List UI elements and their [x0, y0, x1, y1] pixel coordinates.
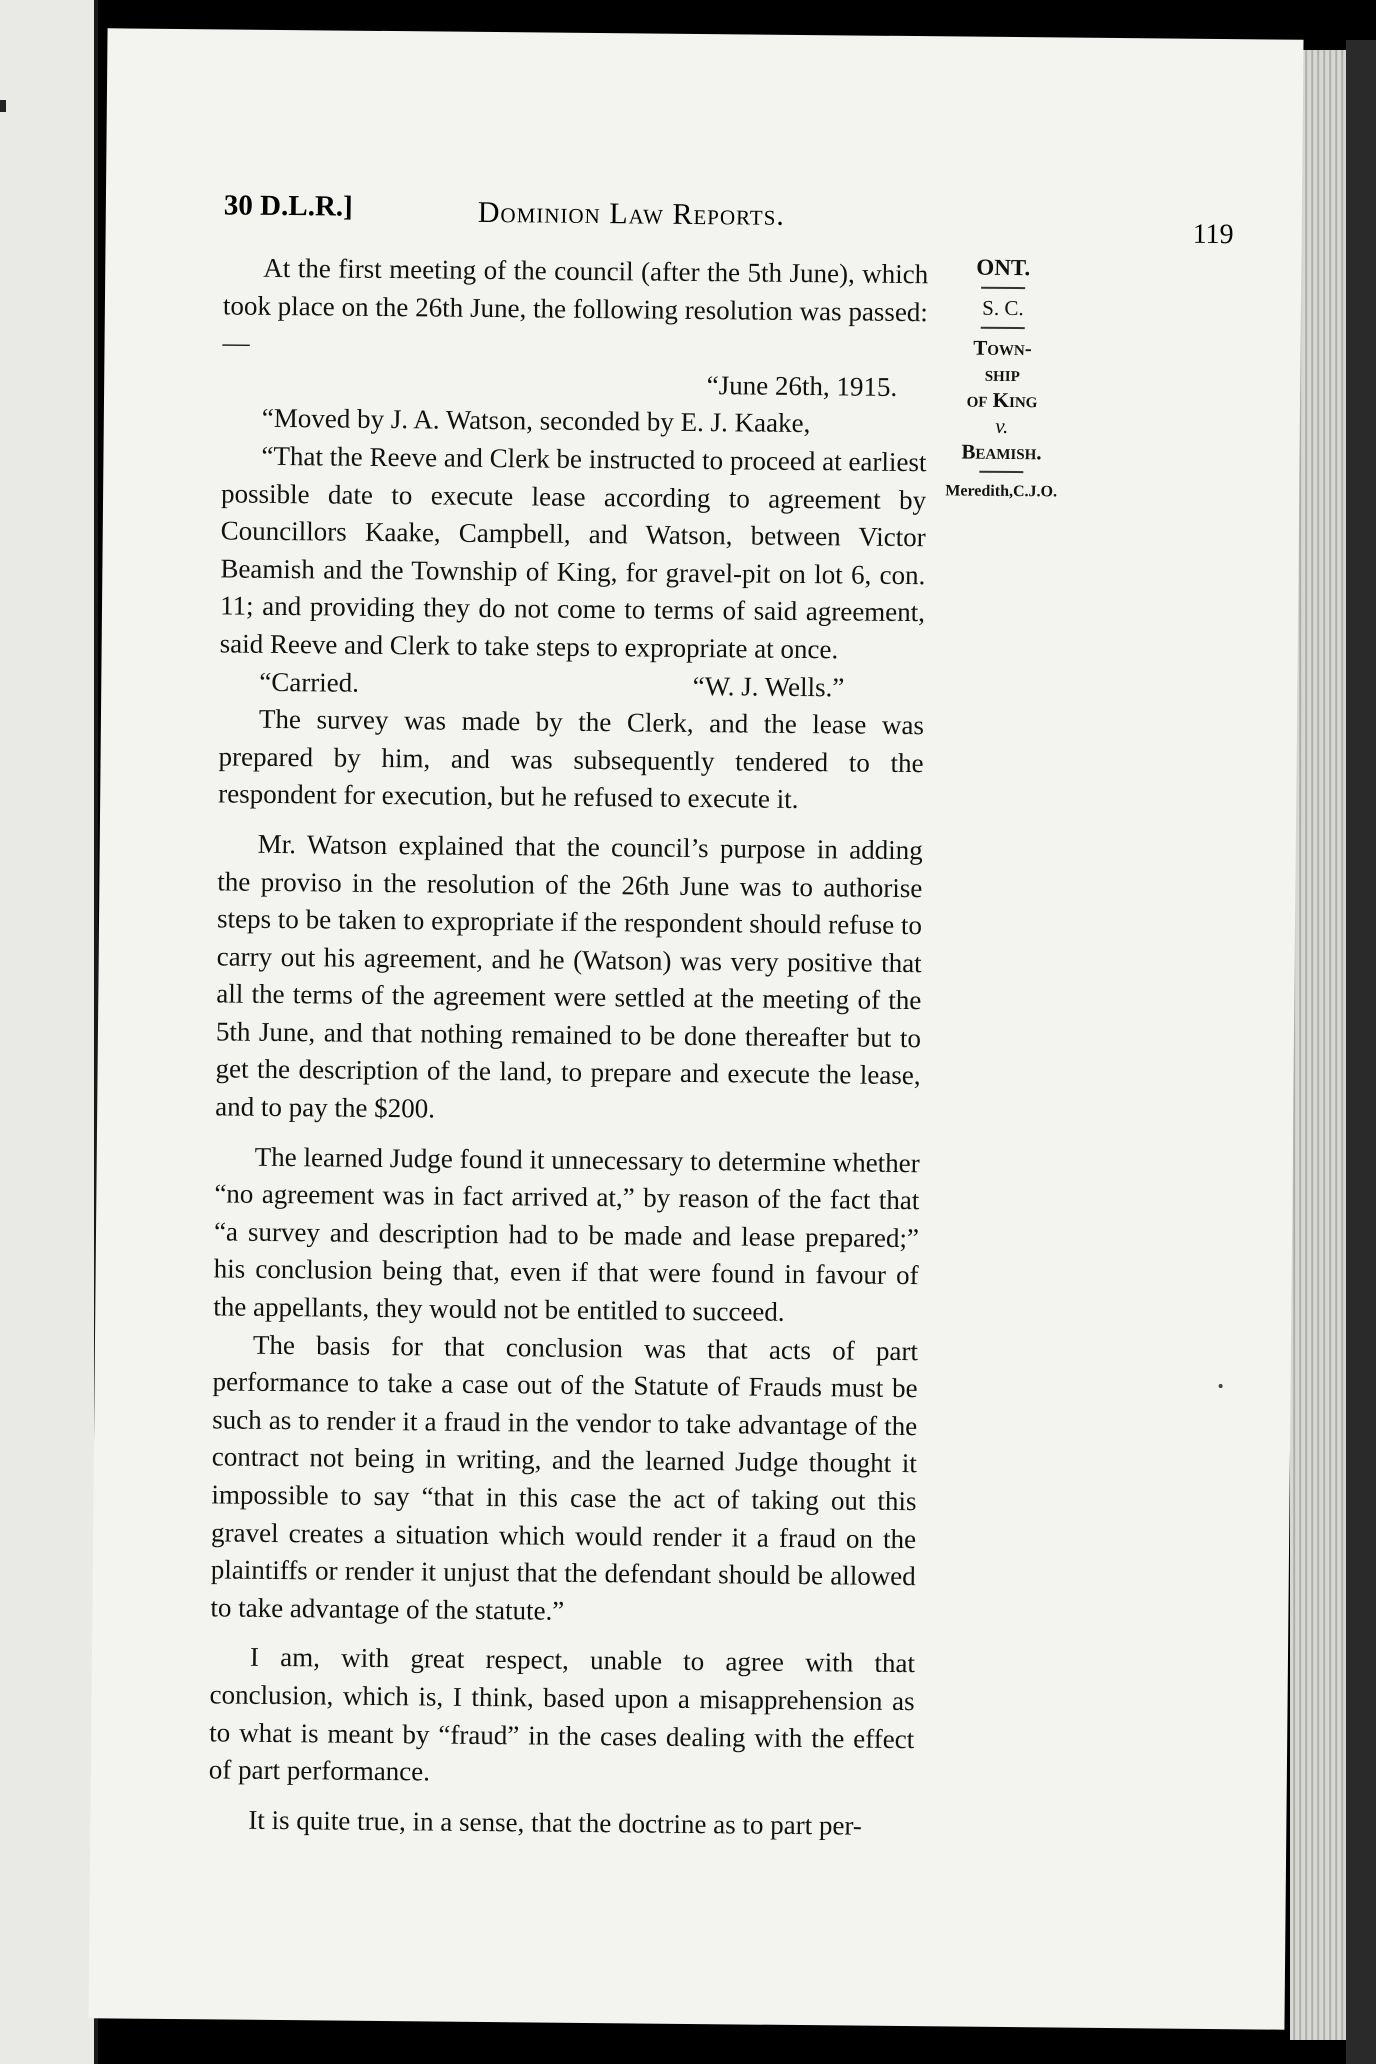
margin-note: [941, 254, 1063, 505]
body-text: [208, 249, 928, 1845]
paragraph: The survey was made by the Clerk, and the lease was prepared by him, and was subsequently tendered to the respondent for execution, but he refused to execute it.: [218, 703, 925, 815]
divider: [979, 471, 1023, 473]
case-name-line: Town-: [973, 335, 1032, 361]
judge-name: Meredith,C.J.O.: [945, 482, 1058, 501]
paragraph: Mr. Watson explained that the council’s purpose in adding the proviso in the resolution of the 26th June was to authorise steps to be taken to expropriate if the respondent should refuse to carry out his agreement, and he (Watson) was very positive that all the terms of the agreement were settled at the meeting of the 5th June, and that nothing remained to be done thereafter but to get the description of the land, to prepare and execute the lease, and to pay the $200.: [215, 828, 923, 1124]
case-name-line: ship: [984, 361, 1020, 387]
paragraph: I am, with great respect, unable to agree with that conclusion, which is, I think, based upon a misapprehension as to what is meant by “fraud” in the cases dealing with the effect of part performance.: [208, 1642, 916, 1787]
facing-page-edge: [0, 0, 98, 2064]
running-head: [224, 189, 1234, 249]
resolution-date: “June 26th, 1915.: [706, 369, 898, 402]
paragraph: At the first meeting of the council (after the 5th June), which took place on the 26th June, the following resolution was passed:—: [222, 252, 929, 358]
case-name-line: Beamish.: [961, 439, 1042, 465]
paragraph: “Moved by J. A. Watson, seconded by E. J. Kaake,: [261, 403, 811, 439]
page-number: 119: [1192, 218, 1234, 251]
paragraph: It is quite true, in a sense, that the doctrine as to part per-: [248, 1804, 863, 1841]
paragraph: The basis for that conclusion was that acts of part performance to take a case out of the Statute of Frauds must be such as to render it a fraud in the vendor to take advantage of the contract not being in writing, and the learned Judge thought it impossible to say “that in this case the act of taking out this gravel creates a situation which would render it a fraud on the plaintiffs or render it unjust that the defendant should be allowed to take advantage of the statute.”: [210, 1329, 919, 1626]
book-page: [88, 28, 1303, 2029]
page-mark: [0, 100, 6, 112]
carried-text: “Carried.: [259, 666, 360, 698]
case-name-line: v.: [995, 413, 1009, 438]
volume-reference: 30 D.L.R.]: [223, 189, 353, 223]
report-title: Dominion Law Reports.: [477, 195, 786, 232]
province: ONT.: [976, 254, 1031, 281]
paragraph: The learned Judge found it unnecessary to determine whether “no agreement was in fact arrived at,” by reason of the fact that “a survey and description had to be made and lease prepared;” his conclusion being that, even if that were found in favour of the appellants, they would not be entitled to succeed.: [213, 1141, 920, 1327]
paper-speck: [1219, 1384, 1223, 1388]
paragraph: “That the Reeve and Clerk be instructed to proceed at earliest possible date to execute lease according to agreement by Councillors Kaake, Campbell, and Watson, between Victor Beamish and the Township of King, for gravel-pit on lot 6, con. 11; and providing they do not come to terms of said agreement, said Reeve and Clerk to take steps to expropriate at once.: [219, 440, 927, 665]
signature-name: “W. J. Wells.”: [692, 670, 845, 702]
divider: [981, 327, 1025, 329]
case-name-line: of King: [966, 387, 1038, 413]
book-cover-edge: [1346, 40, 1376, 2064]
court: S. C.: [982, 295, 1024, 321]
divider: [981, 287, 1025, 289]
